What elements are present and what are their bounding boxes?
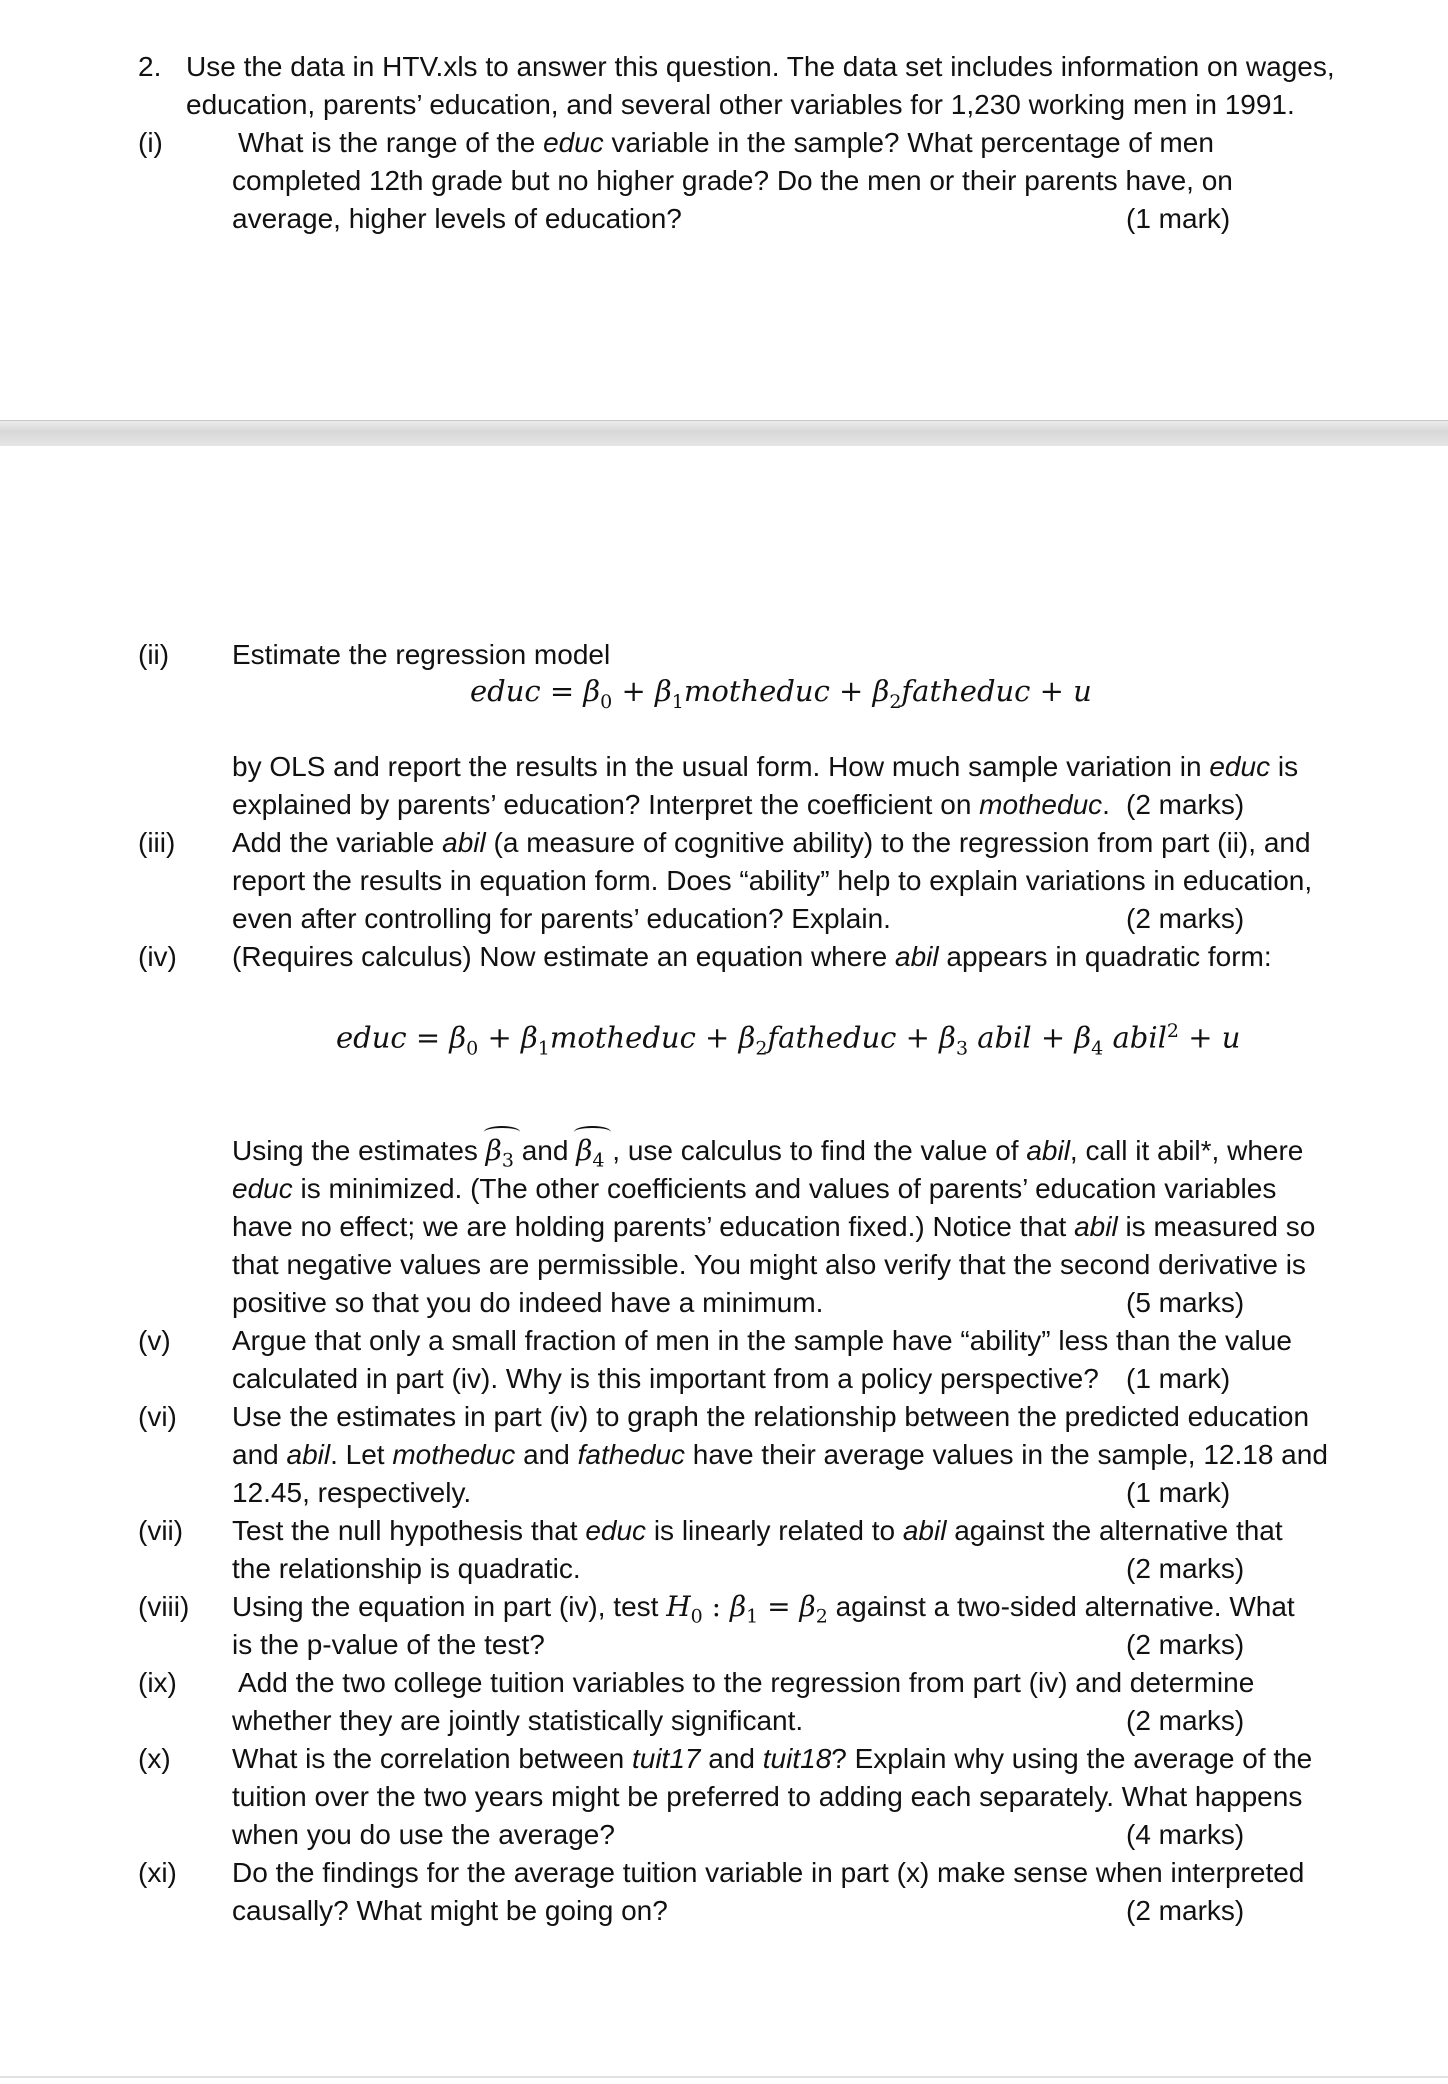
part-i-label: (i) bbox=[138, 127, 163, 158]
part-x-line-1: What is the correlation between tuit17 and tuit18? Explain why using the average of the bbox=[232, 1743, 1313, 1774]
part-ix-line-1: Add the two college tuition variables to the regression from part (iv) and determine bbox=[238, 1667, 1255, 1698]
part-iv-label: (iv) bbox=[138, 941, 177, 972]
part-x-marks: (4 marks) bbox=[1126, 1819, 1245, 1850]
page-top bbox=[0, 0, 1448, 420]
null-hypothesis: $H_0$ : $\beta_1 = \beta_2$ bbox=[666, 1590, 828, 1628]
part-v-line-1: Argue that only a small fraction of men in the sample have “ability” less than the value bbox=[232, 1325, 1292, 1356]
part-viii-label: (viii) bbox=[138, 1591, 190, 1622]
part-vii-label: (vii) bbox=[138, 1515, 184, 1546]
part-ix-marks: (2 marks) bbox=[1126, 1705, 1245, 1736]
part-v-marks: (1 mark) bbox=[1126, 1363, 1231, 1394]
part-viii-line-2: is the p-value of the test? bbox=[232, 1629, 545, 1660]
part-x-line-3: when you do use the average? bbox=[232, 1819, 615, 1850]
part-vii-line-1: Test the null hypothesis that educ is linearly related to abil against the alternative that bbox=[232, 1515, 1283, 1546]
part-xi-label: (xi) bbox=[138, 1857, 177, 1888]
part-xi-marks: (2 marks) bbox=[1126, 1895, 1245, 1926]
part-i-line-1: What is the range of the educ variable in the sample? What percentage of men bbox=[238, 127, 1214, 158]
part-iv-marks: (5 marks) bbox=[1126, 1287, 1245, 1318]
part-iv-line-3: educ is minimized. (The other coefficients and values of parents’ education variables bbox=[232, 1173, 1277, 1204]
beta-3-hat: $\beta_3$ bbox=[486, 1132, 514, 1180]
part-iii-marks: (2 marks) bbox=[1126, 903, 1245, 934]
part-iii-line-3: even after controlling for parents’ education? Explain. bbox=[232, 903, 891, 934]
question-number: 2. bbox=[138, 51, 162, 82]
part-iii-line-1: Add the variable abil (a measure of cognitive ability) to the regression from part (ii), and bbox=[232, 827, 1311, 858]
part-iv-line-5: that negative values are permissible. You might also verify that the second derivative is bbox=[232, 1249, 1306, 1280]
part-ix-label: (ix) bbox=[138, 1667, 177, 1698]
part-iv-line-2: Using the estimates $\beta_3$ and $\beta_4$ , use calculus to find the value of abil, call it abil*, where bbox=[232, 1132, 1303, 1180]
regression-equation-1: educ = $\beta_0$ + $\beta_1motheduc$ + $\beta_2fatheduc + u$ bbox=[470, 674, 1092, 713]
part-x-line-2: tuition over the two years might be preferred to adding each separately. What happens bbox=[232, 1781, 1303, 1812]
part-ii-label: (ii) bbox=[138, 639, 170, 670]
part-viii-line-1: Using the equation in part (iv), test $H_0$ : $\beta_1 = \beta_2$ against a two-sided alternative. What bbox=[232, 1590, 1295, 1628]
part-ii-marks: (2 marks) bbox=[1126, 789, 1245, 820]
part-v-line-2: calculated in part (iv). Why is this important from a policy perspective? bbox=[232, 1363, 1099, 1394]
part-ii-line-3: explained by parents’ education? Interpret the coefficient on motheduc. bbox=[232, 789, 1110, 820]
part-i-line-3: average, higher levels of education? bbox=[232, 203, 682, 234]
part-iv-line-1: (Requires calculus) Now estimate an equation where abil appears in quadratic form: bbox=[232, 941, 1272, 972]
part-xi-line-1: Do the findings for the average tuition variable in part (x) make sense when interpreted bbox=[232, 1857, 1305, 1888]
page-bottom-rule bbox=[0, 2076, 1448, 2078]
part-v-label: (v) bbox=[138, 1325, 171, 1356]
beta-4-hat: $\beta_4$ bbox=[576, 1132, 604, 1180]
page-break-divider bbox=[0, 420, 1448, 448]
part-iv-line-6: positive so that you do indeed have a minimum. bbox=[232, 1287, 824, 1318]
part-vi-line-2: and abil. Let motheduc and fatheduc have their average values in the sample, 12.18 and bbox=[232, 1439, 1328, 1470]
part-vi-line-1: Use the estimates in part (iv) to graph the relationship between the predicted education bbox=[232, 1401, 1310, 1432]
part-ix-line-2: whether they are jointly statistically significant. bbox=[232, 1705, 804, 1736]
part-i-marks: (1 mark) bbox=[1126, 203, 1231, 234]
part-ii-line-1: Estimate the regression model bbox=[232, 639, 611, 670]
part-vi-label: (vi) bbox=[138, 1401, 177, 1432]
part-ii-line-2: by OLS and report the results in the usual form. How much sample variation in educ is bbox=[232, 751, 1299, 782]
question-intro-line-1: Use the data in HTV.xls to answer this question. The data set includes information on wages, bbox=[186, 51, 1335, 82]
part-vi-marks: (1 mark) bbox=[1126, 1477, 1231, 1508]
part-iii-label: (iii) bbox=[138, 827, 176, 858]
part-viii-marks: (2 marks) bbox=[1126, 1629, 1245, 1660]
part-iii-line-2: report the results in equation form. Does “ability” help to explain variations in education, bbox=[232, 865, 1313, 896]
part-vii-marks: (2 marks) bbox=[1126, 1553, 1245, 1584]
regression-equation-2: educ = $\beta_0$ + $\beta_1motheduc$ + $\beta_2fatheduc + \beta_3$ abil + $\beta_4$ abil$^2$ + u bbox=[336, 1020, 1241, 1060]
part-vi-line-3: 12.45, respectively. bbox=[232, 1477, 472, 1508]
part-x-label: (x) bbox=[138, 1743, 171, 1774]
part-iv-line-4: have no effect; we are holding parents’ education fixed.) Notice that abil is measured so bbox=[232, 1211, 1316, 1242]
question-intro-line-2: education, parents’ education, and several other variables for 1,230 working men in 1991. bbox=[186, 89, 1295, 120]
part-xi-line-2: causally? What might be going on? bbox=[232, 1895, 668, 1926]
part-vii-line-2: the relationship is quadratic. bbox=[232, 1553, 581, 1584]
part-i-line-2: completed 12th grade but no higher grade? Do the men or their parents have, on bbox=[232, 165, 1233, 196]
